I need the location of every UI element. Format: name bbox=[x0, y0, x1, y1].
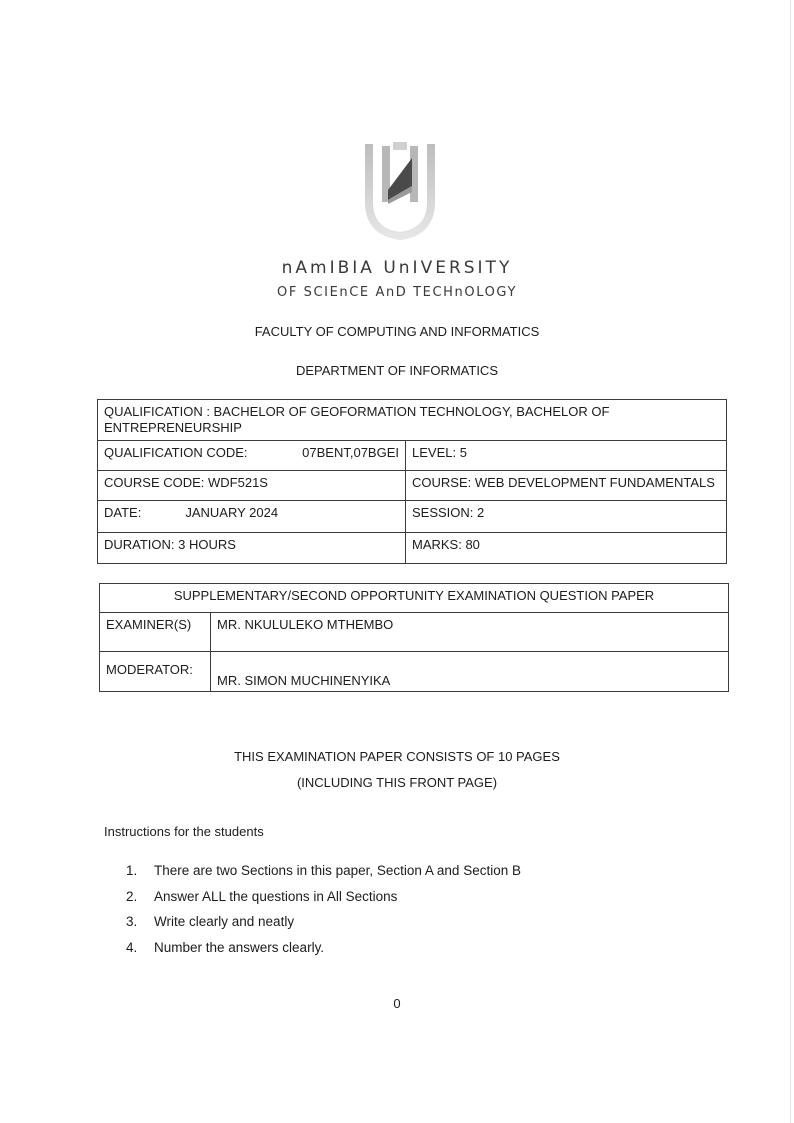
exam-title-cell: SUPPLEMENTARY/SECOND OPPORTUNITY EXAMINATION QUESTION PAPER bbox=[100, 584, 729, 613]
department-heading: DEPARTMENT OF INFORMATICS bbox=[296, 363, 498, 378]
course-name-cell: COURSE: WEB DEVELOPMENT FUNDAMENTALS bbox=[406, 471, 727, 501]
instructions-title: Instructions for the students bbox=[104, 824, 264, 839]
qualification-cell: QUALIFICATION : BACHELOR OF GEOFORMATION TECHNOLOGY, BACHELOR OF ENTREPRENEURSHIP bbox=[98, 400, 727, 441]
course-code-cell: COURSE CODE: WDF521S bbox=[98, 471, 406, 501]
page-count-line: THIS EXAMINATION PAPER CONSISTS OF 10 PAGES bbox=[234, 749, 560, 764]
page-number: 0 bbox=[393, 996, 401, 1011]
examination-table bbox=[99, 583, 729, 692]
university-name: nAmIBIA UnIVERSITY bbox=[281, 258, 513, 278]
qualification-code-cell bbox=[98, 441, 406, 471]
date-value: JANUARY 2024 bbox=[185, 505, 279, 520]
scan-edge-line bbox=[790, 0, 791, 1123]
list-item: 3. Write clearly and neatly bbox=[126, 914, 295, 929]
university-logo-icon bbox=[355, 140, 445, 240]
date-cell bbox=[98, 501, 406, 533]
qualification-code-value: 07BENT,07BGEI bbox=[302, 445, 399, 460]
list-item: 4. Number the answers clearly. bbox=[126, 939, 325, 955]
moderator-label-cell: MODERATOR: bbox=[100, 652, 211, 692]
level-cell: LEVEL: 5 bbox=[406, 441, 727, 471]
qualification-code-label: QUALIFICATION CODE: bbox=[104, 445, 248, 460]
university-subtitle: OF SCIEnCE AnD TECHnOLOGY bbox=[276, 285, 517, 300]
instructions-list bbox=[126, 858, 521, 960]
marks-cell: MARKS: 80 bbox=[406, 533, 727, 564]
examiner-label-cell: EXAMINER(S) bbox=[100, 613, 211, 652]
qualification-details-table bbox=[97, 399, 727, 564]
examiner-name-cell: MR. NKULULEKO MTHEMBO bbox=[211, 613, 729, 652]
page-count-note: (INCLUDING THIS FRONT PAGE) bbox=[296, 775, 498, 790]
session-cell: SESSION: 2 bbox=[406, 501, 727, 533]
faculty-heading: FACULTY OF COMPUTING AND INFORMATICS bbox=[254, 324, 540, 339]
moderator-name-cell: MR. SIMON MUCHINENYIKA bbox=[211, 652, 729, 692]
duration-cell: DURATION: 3 HOURS bbox=[98, 533, 406, 564]
date-label: DATE: bbox=[104, 505, 142, 520]
list-item: 2. Answer ALL the questions in All Sections bbox=[126, 888, 398, 904]
list-item: 1. There are two Sections in this paper, Section A and Section B bbox=[126, 863, 521, 878]
